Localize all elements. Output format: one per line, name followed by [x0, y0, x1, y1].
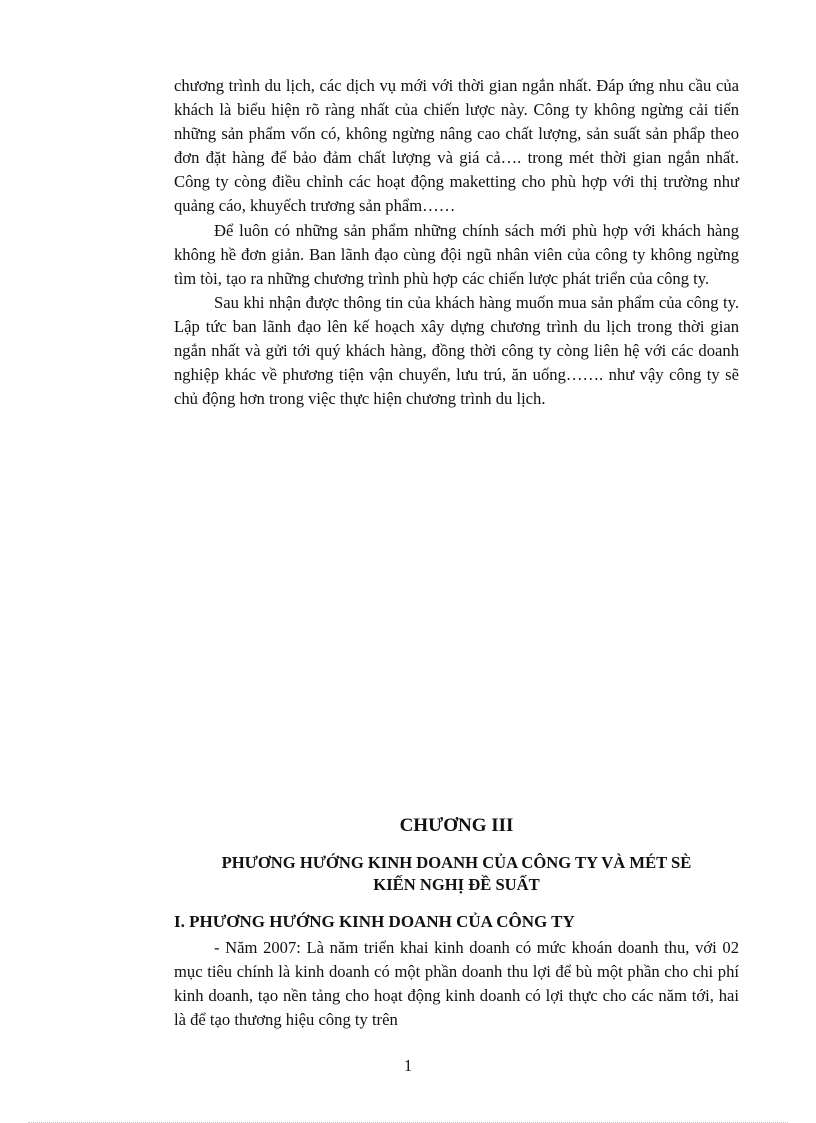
- chapter-subtitle: [174, 852, 739, 896]
- page-number: 1: [403, 1056, 413, 1075]
- chapter-subtitle-line2: KIẾN NGHỊ ĐỀ SUẤT: [373, 875, 540, 894]
- section-heading: I. PHƯƠNG HƯỚNG KINH DOANH CỦA CÔNG TY: [174, 912, 575, 931]
- section-body: [174, 936, 739, 1032]
- body-text: [174, 74, 739, 411]
- chapter-title: CHƯƠNG III: [399, 815, 514, 836]
- paragraph-customer-info: Sau khi nhận được thông tin của khách hàng muốn mua sản phẩm của công ty. Lập tức ban lãnh đạo lên kế hoạch xây dựng chương trình du lịch trong thời gian ngắn nhất và gửi tới quý khách hàng, đồng thời công ty còng liên hệ với các doanh nghiệp khác về phương tiện vận chuyển, lưu trú, ăn uống……. như vậy công ty sẽ chủ động hơn trong việc thực hiện chương trình du lịch.: [174, 292, 739, 409]
- paragraph-continuation: chương trình du lịch, các dịch vụ mới với thời gian ngắn nhất. Đáp ứng nhu cầu của khách là biểu hiện rõ ràng nhất của chiến lược này. Công ty không ngừng cải tiến những sản phẩm vốn có, không ngừng nâng cao chất lượng, sản suất sản phẩp theo đơn đặt hàng để bảo đảm chất lượng và giá cả…. trong mét thời gian ngắn nhất. Công ty còng điều chỉnh các hoạt động maketting cho phù hợp với thị trường như quảng cáo, khuyếch trương sản phẩm……: [174, 76, 739, 216]
- paragraph-new-policies: Để luôn có những sản phẩm những chính sách mới phù hợp với khách hàng không hề đơn giản. Ban lãnh đạo cùng đội ngũ nhân viên của công ty không ngừng tìm tòi, tạo ra những chương trình phù hợp các chiến lược phát triển của công ty.: [174, 220, 739, 288]
- chapter-subtitle-line1: PHƯƠNG HƯỚNG KINH DOANH CỦA CÔNG TY VÀ MÉT SÈ: [221, 853, 692, 872]
- paragraph-year-2007: - Năm 2007: Là năm triển khai kinh doanh có mức khoán doanh thu, với 02 mục tiêu chính là kinh doanh có một phần doanh thu lợi để bù một phần cho chi phí kinh doanh, tạo nền tảng cho hoạt động kinh doanh có lợi thực cho các năm tới, hai là để tạo thương hiệu công ty trên: [174, 938, 739, 1030]
